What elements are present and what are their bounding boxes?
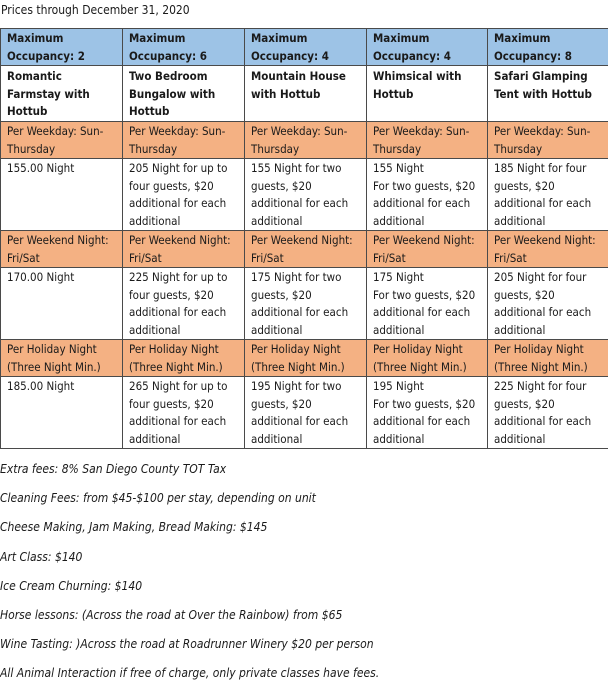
occupancy-cell: Maximum Occupancy: 6	[123, 29, 245, 66]
rate-label-cell: Per Holiday Night (Three Night Min.)	[1, 340, 123, 377]
fees-notes	[0, 462, 379, 696]
weekend-price-row	[1, 268, 608, 340]
rate-label-cell: Per Weekday: Sun-Thursday	[245, 122, 367, 159]
holiday-label-row	[1, 340, 608, 377]
occupancy-cell: Maximum Occupancy: 2	[1, 29, 123, 66]
price-cell: 155 Night For two guests, $20 additional for each additional	[367, 159, 488, 231]
price-cell: 155.00 Night	[1, 159, 123, 231]
weekday-price-row	[1, 159, 608, 231]
rate-label-cell: Per Weekday: Sun-Thursday	[367, 122, 488, 159]
weekend-label-row	[1, 231, 608, 268]
rate-label-cell: Per Holiday Night (Three Night Min.)	[367, 340, 488, 377]
price-cell: 205 Night for four guests, $20 additional for each additional	[488, 268, 608, 340]
occupancy-cell: Maximum Occupancy: 8	[488, 29, 608, 66]
unit-name-cell: Whimsical with Hottub	[367, 66, 488, 122]
weekday-label-row	[1, 122, 608, 159]
note-art-class: Art Class: $140	[0, 549, 83, 564]
note-ice-cream: Ice Cream Churning: $140	[0, 578, 143, 593]
rate-label-cell: Per Weekend Night: Fri/Sat	[245, 231, 367, 268]
note-cleaning-fees: Cleaning Fees: from $45-$100 per stay, depending on unit	[0, 491, 316, 506]
price-cell: 170.00 Night	[1, 268, 123, 340]
rate-label-cell: Per Weekend Night: Fri/Sat	[123, 231, 245, 268]
rate-label-cell: Per Weekday: Sun-Thursday	[123, 122, 245, 159]
pricing-table	[0, 28, 608, 449]
price-cell: 195 Night for two guests, $20 additional for each additional	[245, 377, 367, 449]
occupancy-cell: Maximum Occupancy: 4	[245, 29, 367, 66]
unit-name-row	[1, 66, 608, 122]
price-cell: 225 Night for up to four guests, $20 additional for each additional	[123, 268, 245, 340]
price-cell: 155 Night for two guests, $20 additional for each additional	[245, 159, 367, 231]
price-cell: 175 Night for two guests, $20 additional for each additional	[245, 268, 367, 340]
price-cell: 185 Night for four guests, $20 additional for each additional	[488, 159, 608, 231]
note-wine-tasting: Wine Tasting: )Across the road at Roadrunner Winery $20 per person	[0, 637, 374, 652]
note-cheese-making: Cheese Making, Jam Making, Bread Making: $145	[0, 520, 268, 535]
price-cell: 265 Night for up to four guests, $20 additional for each additional	[123, 377, 245, 449]
unit-name-cell: Romantic Farmstay with Hottub	[1, 66, 123, 122]
occupancy-row	[1, 29, 608, 66]
unit-name-cell: Mountain House with Hottub	[245, 66, 367, 122]
rate-label-cell: Per Holiday Night (Three Night Min.)	[245, 340, 367, 377]
page-heading: Prices through December 31, 2020	[1, 3, 190, 17]
price-cell: 175 Night For two guests, $20 additional for each additional	[367, 268, 488, 340]
price-cell: 225 Night for four guests, $20 additional for each additional	[488, 377, 608, 449]
note-extra-fees: Extra fees: 8% San Diego County TOT Tax	[0, 462, 227, 476]
occupancy-cell: Maximum Occupancy: 4	[367, 29, 488, 66]
rate-label-cell: Per Weekend Night: Fri/Sat	[367, 231, 488, 268]
price-cell: 195 Night For two guests, $20 additional for each additional	[367, 377, 488, 449]
holiday-price-row	[1, 377, 608, 449]
rate-label-cell: Per Weekend Night: Fri/Sat	[1, 231, 123, 268]
rate-label-cell: Per Weekday: Sun-Thursday	[488, 122, 608, 159]
rate-label-cell: Per Weekday: Sun-Thursday	[1, 122, 123, 159]
rate-label-cell: Per Weekend Night: Fri/Sat	[488, 231, 608, 268]
unit-name-cell: Safari Glamping Tent with Hottub	[488, 66, 608, 122]
rate-label-cell: Per Holiday Night (Three Night Min.)	[488, 340, 608, 377]
note-horse-lessons: Horse lessons: (Across the road at Over the Rainbow) from $65	[0, 607, 343, 622]
unit-name-cell: Two Bedroom Bungalow with Hottub	[123, 66, 245, 122]
price-cell: 185.00 Night	[1, 377, 123, 449]
price-cell: 205 Night for up to four guests, $20 additional for each additional	[123, 159, 245, 231]
note-animal-interaction: All Animal Interaction if free of charge, only private classes have fees.	[0, 666, 380, 681]
rate-label-cell: Per Holiday Night (Three Night Min.)	[123, 340, 245, 377]
